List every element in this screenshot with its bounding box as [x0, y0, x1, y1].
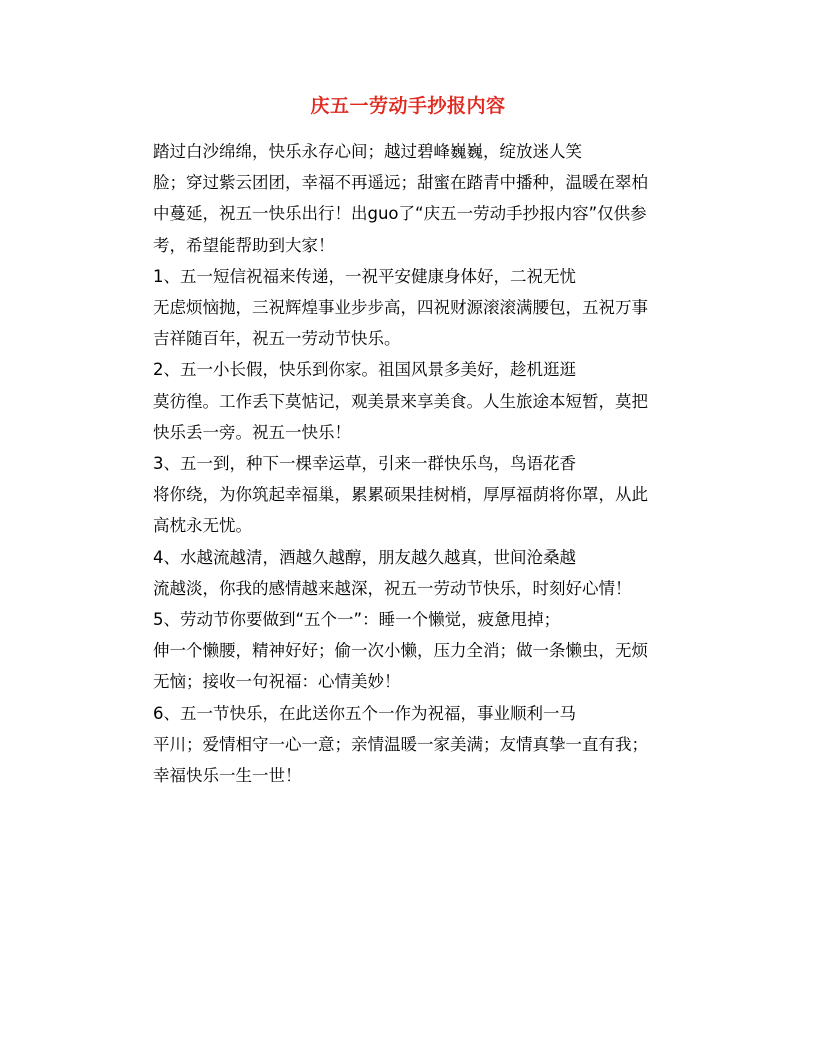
- greeting-paragraph-5: [120, 604, 686, 698]
- document-body: [120, 136, 686, 791]
- greeting-paragraph-4: [120, 542, 686, 604]
- paragraph-line: 考，希望能帮助到大家！: [153, 235, 335, 255]
- paragraph-line: 平川；爱情相守一心一意；亲情温暖一家美满；友情真挚一直有我；: [153, 734, 648, 754]
- intro-paragraph: [120, 136, 686, 261]
- paragraph-line: 踏过白沙绵绵，快乐永存心间；越过碧峰巍巍，绽放迷人笑: [153, 142, 582, 161]
- paragraph-line: 快乐丢一旁。祝五一快乐！: [153, 422, 351, 442]
- paragraph-line: 伸一个懒腰，精神好好；偷一次小懒，压力全消；做一条懒虫，无烦: [153, 641, 648, 661]
- paragraph-line: 5、劳动节你要做到“五个一”：睡一个懒觉，疲惫甩掉；: [153, 610, 561, 630]
- greeting-paragraph-3: [120, 448, 686, 542]
- paragraph-line: 2、五一小长假，快乐到你家。祖国风景多美好，趁机逛逛: [153, 360, 576, 380]
- greeting-paragraph-2: [120, 354, 686, 448]
- paragraph-line: 3、五一到，种下一棵幸运草，引来一群快乐鸟，鸟语花香: [153, 454, 576, 474]
- paragraph-line: 脸；穿过紫云团团，幸福不再遥远；甜蜜在踏青中播种，温暖在翠柏: [153, 173, 648, 193]
- paragraph-line: 流越淡，你我的感情越来越深，祝五一劳动节快乐，时刻好心情！: [153, 578, 632, 598]
- paragraph-line: 无虑烦恼抛，三祝辉煌事业步步高，四祝财源滚滚满腰包，五祝万事: [153, 298, 648, 318]
- paragraph-line: 莫彷徨。工作丢下莫惦记，观美景来享美食。人生旅途本短暂，莫把: [153, 391, 648, 411]
- paragraph-line: 将你绕，为你筑起幸福巢，累累硕果挂树梢，厚厚福荫将你罩，从此: [153, 485, 648, 505]
- paragraph-line: 无恼；接收一句祝福：心情美妙！: [153, 672, 401, 692]
- greeting-paragraph-6: [120, 698, 686, 792]
- paragraph-line: 高枕永无忧。: [153, 516, 252, 536]
- document-title: 庆五一劳动手抄报内容: [310, 95, 506, 117]
- paragraph-line: 幸福快乐一生一世！: [153, 766, 302, 786]
- paragraph-line: 6、五一节快乐，在此送你五个一作为祝福，事业顺利一马: [153, 703, 576, 723]
- greeting-paragraph-1: [120, 261, 686, 355]
- paragraph-line: 中蔓延，祝五一快乐出行！出guo了“庆五一劳动手抄报内容”仅供参: [153, 204, 647, 224]
- paragraph-line: 吉祥随百年，祝五一劳动节快乐。: [153, 329, 401, 349]
- paragraph-line: 1、五一短信祝福来传递，一祝平安健康身体好，二祝无忧: [153, 266, 576, 286]
- paragraph-line: 4、水越流越清，酒越久越醇，朋友越久越真，世间沧桑越: [153, 547, 576, 567]
